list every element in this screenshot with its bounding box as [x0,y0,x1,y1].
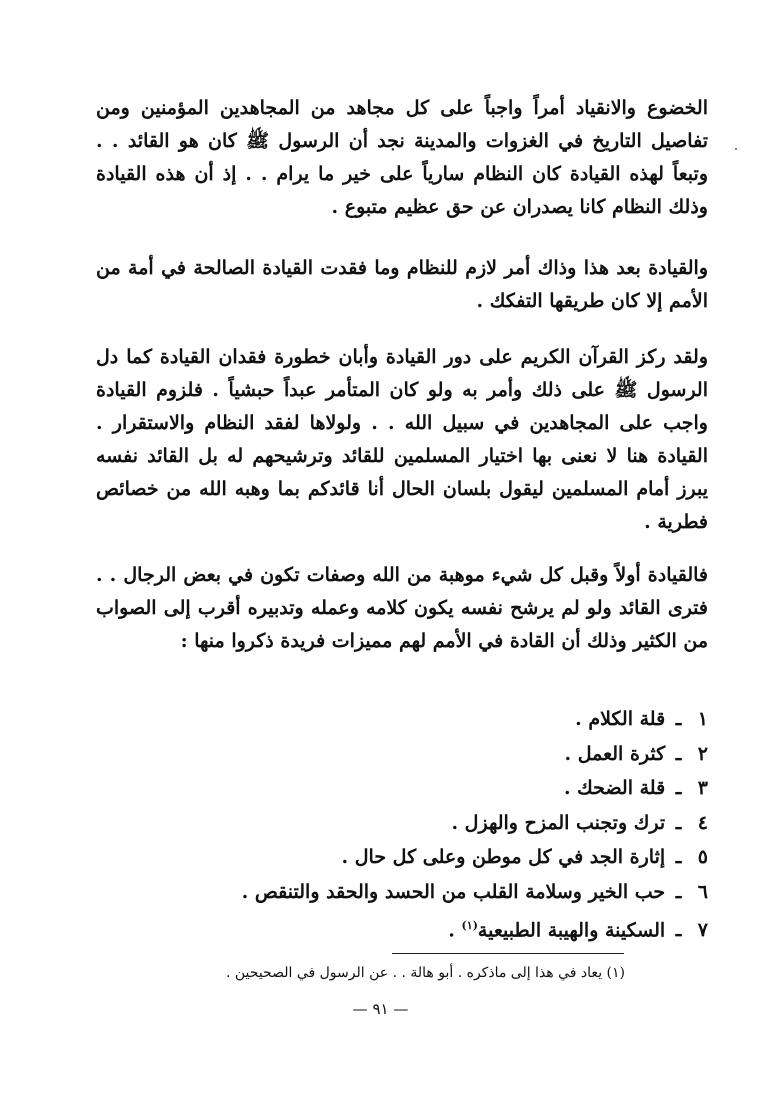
paragraph-3: ولقد ركز القرآن الكريم على دور القيادة وأبان خطورة فقدان القيادة كما دل الرسول ﷺ على ذلك وأمر به ولو كان المتأمر عبداً حبشياً . فلزوم القيادة واجب على المجاهدين في سبيل الله . . ولولاها لفقد النظام والاستقرار . القيادة هنا لا نعنى بها اختيار المسلمين للقائد وترشيحهم له بل القائد نفسه يبرز أمام المسلمين ليقول بلسان الحال أنا قائدكم بما وهبه الله من خصائص فطرية . [96,346,708,533]
list-item-number: ١ [697,708,708,730]
scan-speck [735,148,737,150]
list-item-text: قلة الكلام . [575,708,666,730]
qualities-list [96,702,708,948]
list-item-separator: ـ [675,708,682,730]
list-item-number: ٧ [697,919,708,942]
list-item-separator: ـ [675,846,682,868]
list-item [96,771,708,806]
list-item-text: قلة الضحك . [563,777,666,799]
list-item-text: السكينة والهيبة الطبيعية [477,919,666,942]
list-item [96,875,708,910]
footnote: (١) يعاد في هذا إلى ماذكره . أبو هالة . . عن الرسول في الصحيحين . [226,965,625,981]
list-item-number: ٥ [697,846,708,868]
list-item-text: ترك وتجنب المزح والهزل . [451,811,666,834]
paragraph-2: والقيادة بعد هذا وذاك أمر لازم للنظام وما فقدت القيادة الصالحة في أمة من الأمم إلا كان طريقها التفكك . [96,257,708,312]
page-number: — ٩١ — [352,1000,409,1018]
list-item-separator: ـ [675,919,682,942]
footnote-divider [392,953,624,954]
list-item-separator: ـ [675,777,682,799]
list-item-number: ٦ [697,880,708,903]
list-item [96,702,708,737]
list-item-text: إثارة الجد في كل موطن وعلى كل حال . [341,846,666,868]
list-item-number: ٣ [697,777,708,799]
list-item-number: ٢ [697,742,708,765]
footnote-reference: (١) [461,919,478,932]
list-item [96,909,708,948]
list-item-text: كثرة العمل . [564,742,666,765]
list-item-separator: ـ [675,880,682,903]
paragraph-4: فالقيادة أولاً وقبل كل شيء موهبة من الله وصفات تكون في بعض الرجال . . فترى القائد ولو لم يرشح نفسه يكون كلامه وعمله وتدبيره أقرب إلى الصواب من الكثير وذلك أن القادة في الأمم لهم مميزات فريدة ذكروا منها : [96,564,708,652]
list-item-separator: ـ [675,811,682,834]
list-item [96,806,708,841]
list-item-separator: ـ [675,742,682,765]
list-item [96,840,708,875]
list-item-end: . [448,919,455,942]
list-item-text: حب الخير وسلامة القلب من الحسد والحقد والتنقص . [241,880,666,903]
paragraph-1: الخضوع والانقياد أمراً واجباً على كل مجاهد من المجاهدين المؤمنين ومن تفاصيل التاريخ في الغزوات والمدينة نجد أن الرسول ﷺ كان هو القائد . . وتبعاً لهذه القيادة كان النظام سارياً على خير ما يرام . . إذ أن هذه القيادة وذلك النظام كانا يصدران عن حق عظيم متبوع . [96,97,709,218]
list-item-number: ٤ [697,811,708,834]
list-item [96,737,708,772]
